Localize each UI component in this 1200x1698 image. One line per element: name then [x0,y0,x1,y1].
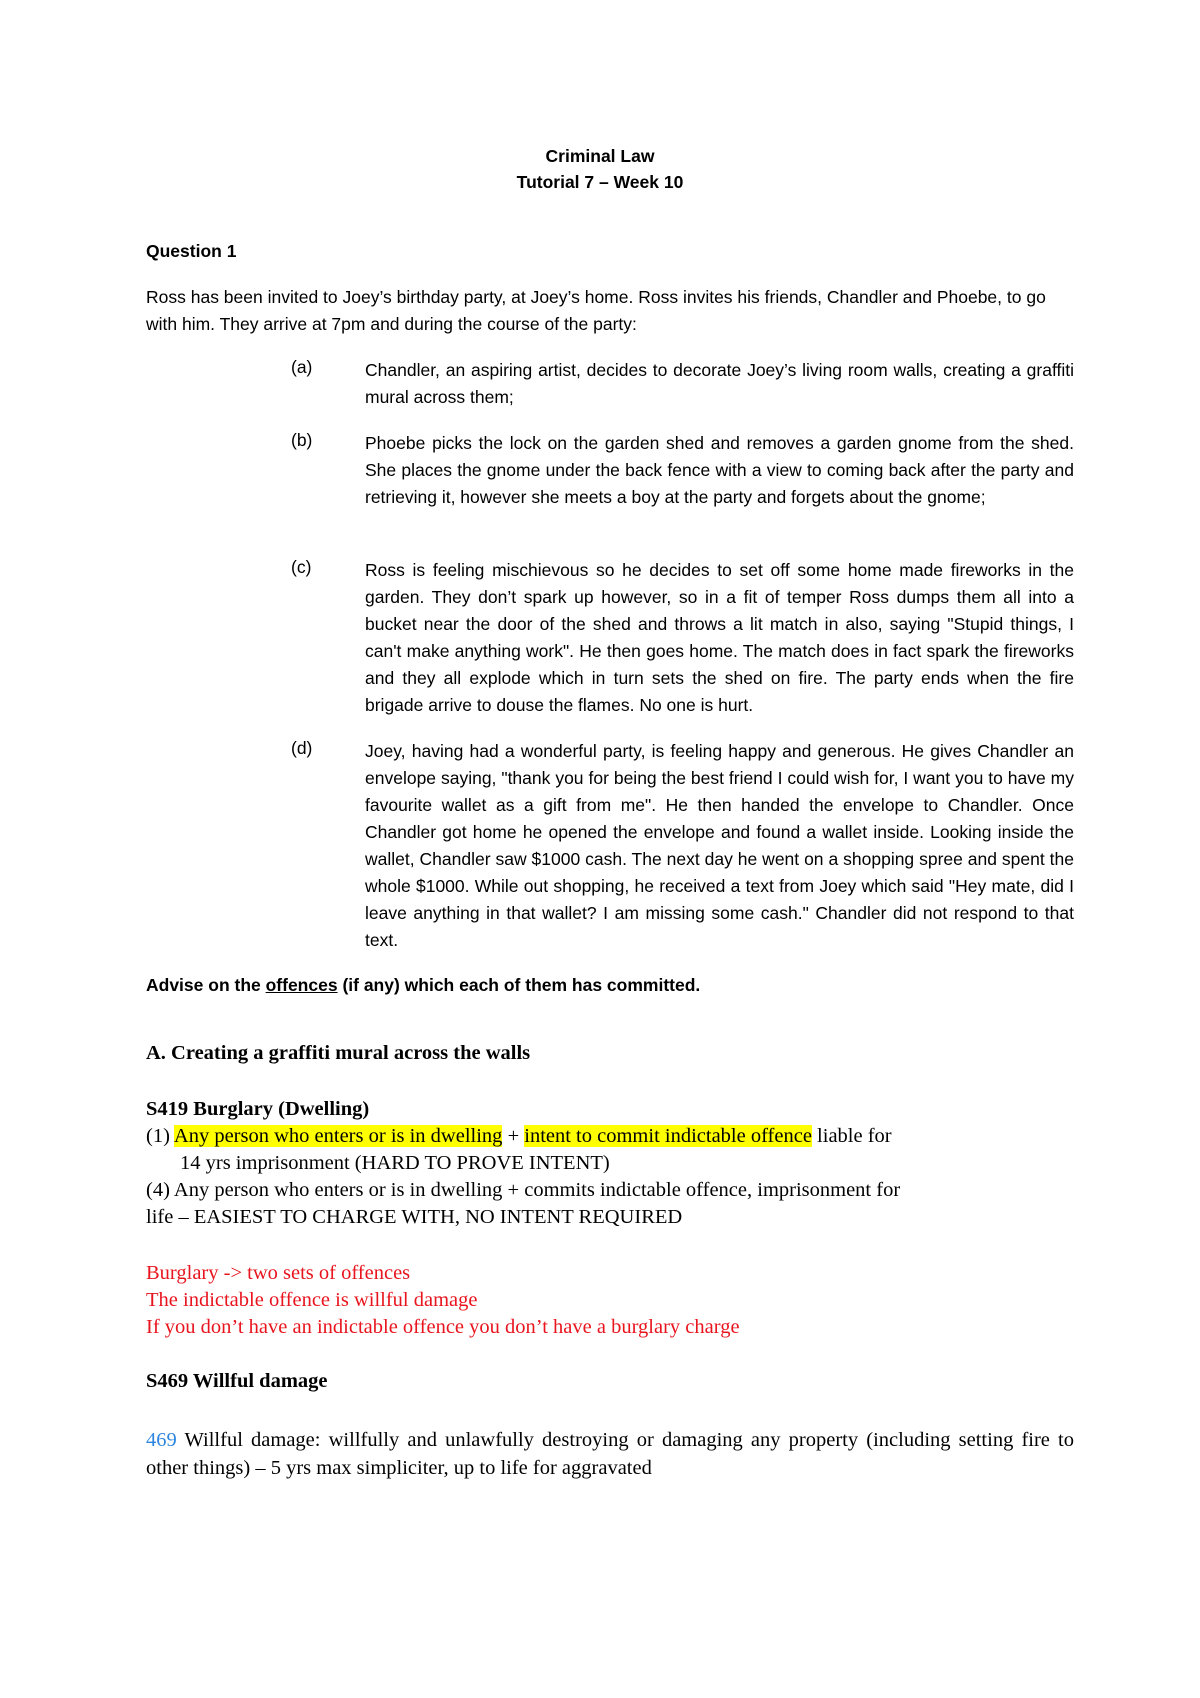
item-label-b: (b) [291,430,313,450]
question-intro: Ross has been invited to Joey’s birthday party, at Joey’s home. Ross invites his friends, Chandler and Phoebe, to go with him. They arrive at 7pm and during the course of the party: [146,287,1046,334]
burglary-1-highlight-entry: Any person who enters or is in dwelling [173,1125,503,1147]
damage-definition [146,1426,1074,1482]
burglary-1-tail: liable for [811,1125,892,1147]
advise-prefix: Advise on the [146,975,266,995]
section-number-469: 469 [146,1429,177,1451]
burglary-subsection-4-line1: (4) Any person who enters or is in dwelling + commits indictable offence, imprisonment for [146,1179,901,1201]
red-note: If you don’t have an indictable offence you don’t have a burglary charge [146,1316,740,1338]
advise-underlined: offences [265,975,338,995]
red-note: The indictable offence is willful damage [146,1289,478,1311]
damage-text: Willful damage: willfully and unlawfully destroying or damaging any property (including setting fire to other things) – 5 yrs max simpliciter, up to life for aggravated [146,1429,1074,1479]
burglary-1-penalty: 14 yrs imprisonment (HARD TO PROVE INTENT) [180,1152,610,1174]
burglary-1-number: (1) [146,1125,174,1147]
advise-suffix: (if any) which each of them has committed. [337,975,701,995]
item-text-b: Phoebe picks the lock on the garden shed and removes a garden gnome from the shed. She places the gnome under the back fence with a view to coming back after the party and retrieving it, however she meets a boy at the party and forgets about the gnome; [365,433,1074,507]
document-subtitle: Tutorial 7 – Week 10 [516,172,684,192]
item-label-d: (d) [291,738,313,758]
item-label-c: (c) [291,557,312,577]
burglary-1-highlight-intent: intent to commit indictable offence [524,1125,812,1147]
damage-heading: S469 Willful damage [146,1370,328,1392]
advise-instruction [146,975,1074,996]
burglary-1-plus: + [502,1125,525,1147]
question-heading: Question 1 [146,241,237,261]
red-note: Burglary -> two sets of offences [146,1262,411,1284]
item-text-a: Chandler, an aspiring artist, decides to decorate Joey’s living room walls, creating a graffiti mural across them; [365,360,1074,407]
burglary-subsection-1 [146,1123,1074,1151]
document-title: Criminal Law [545,146,655,166]
burglary-subsection-4-line2: life – EASIEST TO CHARGE WITH, NO INTENT REQUIRED [146,1206,683,1228]
burglary-heading: S419 Burglary (Dwelling) [146,1098,370,1120]
item-text-c: Ross is feeling mischievous so he decides to set off some home made fireworks in the garden. They don’t spark up however, so in a fit of temper Ross dumps them all into a bucket near the door of the shed and throws a lit match in also, saying "Stupid things, I can't make anything work". He then goes home. The match does in fact spark the fireworks and they all explode which in turn sets the shed on fire. The party ends when the fire brigade arrive to douse the flames. No one is hurt. [365,560,1074,715]
item-text-d: Joey, having had a wonderful party, is feeling happy and generous. He gives Chandler an envelope saying, "thank you for being the best friend I could wish for, I want you to have my favourite wallet as a gift from me". He then handed the envelope to Chandler. Once Chandler got home he opened the envelope and found a wallet inside. Looking inside the wallet, Chandler saw $1000 cash. The next day he went on a shopping spree and spent the whole $1000. While out shopping, he received a text from Joey which said "Hey mate, did I leave anything in that wallet? I am missing some cash." Chandler did not respond to that text. [365,741,1074,950]
item-label-a: (a) [291,357,313,377]
section-a-heading: A. Creating a graffiti mural across the walls [146,1042,531,1064]
